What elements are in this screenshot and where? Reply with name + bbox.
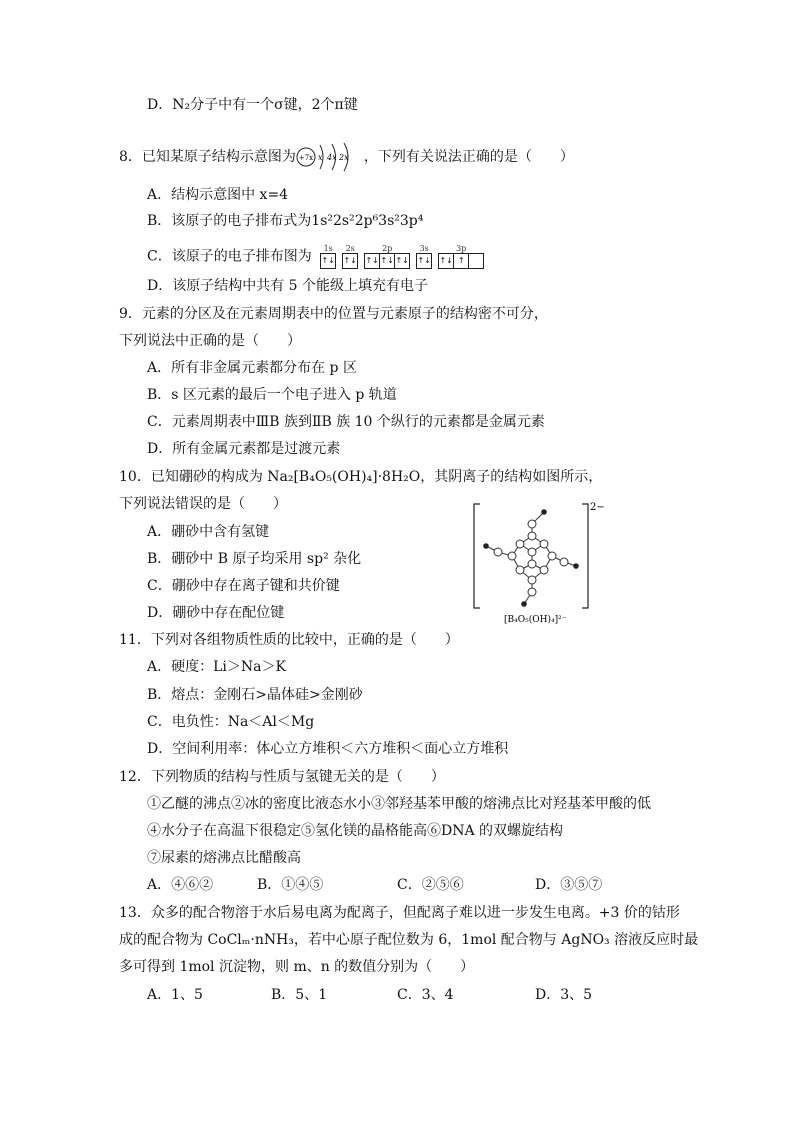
q12-option-d: D．③⑤⑦ [535,877,603,893]
q11-option-b: B．熔点：金刚石>晶体硅>金刚砂 [147,687,363,703]
q12-option-a: A．④⑥② [147,877,214,893]
q13-stem-2: 成的配合物为 CoClₘ·nNH₃，若中心原子配位数为 6，1mol 配合物与 AgNO₃ 溶液反应时最 [119,932,699,948]
orbital-label: 3s [419,244,429,253]
orbital-box: ↑↓ [417,256,431,265]
q12-option-c: C．②⑤⑥ [397,877,464,893]
q13-option-c: C．3、4 [397,987,454,1003]
orbital-box [469,254,483,268]
q13-stem-1: 13．众多的配合物溶于水后易电离为配离子，但配离子难以进一步发生电离。+3 价的钴形 [119,905,680,921]
q9-option-b: B．s 区元素的最后一个电子进入 p 轨道 [147,387,397,403]
q7-option-d: D．N₂分子中有一个σ键，2个π键 [147,97,358,113]
orbital-box: ↑↓ [365,254,380,268]
q11-option-d: D．空间利用率：体心立方堆积＜六方堆积＜面心立方堆积 [147,741,509,757]
atom-structure-diagram [296,141,364,173]
q10-option-a: A．硼砂中含有氢键 [147,524,270,540]
q8-stem-b: ，下列有关说法正确的是（ ） [363,149,574,165]
orbital-box: ↑↓ [395,256,409,265]
orbital-3p [438,244,484,269]
q12-option-b: B．①④⑤ [257,877,324,893]
q9-option-a: A．所有非金属元素都分布在 p 区 [147,360,357,376]
orbital-box: ↑↓ [439,254,454,268]
orbital-label: 1s [323,244,333,253]
atom-nucleus-label: +7x [298,154,314,162]
q13-option-a: A．1、5 [147,987,203,1003]
orbital-box: ↑ [454,254,469,268]
orbital-label: 2s [345,244,355,253]
orbital-label: 2p [382,244,393,253]
orbital-box: ↑↓ [321,256,335,265]
q12-item-line-1: ①乙醚的沸点②冰的密度比液态水小③邻羟基苯甲酸的熔沸点比对羟基苯甲酸的低 [147,796,651,812]
q11-option-a: A．硬度：Li＞Na＞K [147,659,286,675]
q8-option-b-formula: 1s²2s²2p⁶3s²3p⁴ [311,213,424,229]
q10-option-c: C．硼砂中存在离子键和共价键 [147,578,340,594]
anion-caption: [B₄O₅(OH)₄]²⁻ [504,615,567,625]
q12-item-line-2: ④水分子在高温下很稳定⑤氢化镁的晶格能高⑥DNA 的双螺旋结构 [147,823,564,839]
q9-stem-1: 9．元素的分区及在元素周期表中的位置与元素原子的结构密不可分， [119,306,548,322]
borate-anion-structure [470,496,620,628]
q8-option-b-prefix: B．该原子的电子排布式为 [147,213,312,229]
q9-stem-2: 下列说法中正确的是（ ） [119,333,301,349]
q8-option-d: D．该原子结构中共有 5 个能级上填充有电子 [147,278,429,294]
atom-shell-1: x [317,153,323,162]
q12-stem: 12．下列物质的结构与性质与氢键无关的是（ ） [119,769,445,785]
q10-option-d: D．硼砂中存在配位键 [147,605,285,621]
q12-item-line-3: ⑦尿素的熔沸点比醋酸高 [147,850,301,866]
q8-stem-a: 8．已知某原子结构示意图为 [119,149,296,165]
q8-stem [119,141,574,173]
q8-option-b [147,212,423,230]
q10-stem-1: 10．已知硼砂的构成为 Na₂[B₄O₅(OH)₄]·8H₂O，其阴离子的结构如图所示， [119,469,603,485]
orbital-3s [416,244,432,269]
q9-option-d: D．所有金属元素都是过渡元素 [147,441,341,457]
q8-option-c-text: C．该原子的电子排布图为 [147,248,312,265]
q8-option-a: A．结构示意图中 x=4 [147,187,289,203]
q9-option-c: C．元素周期表中ⅢB 族到ⅡB 族 10 个纵行的元素都是金属元素 [147,414,545,430]
q8-option-c [147,244,484,269]
q10-stem-2: 下列说法错误的是（ ） [119,496,287,512]
atom-shell-3: 2x [338,153,349,162]
q13-option-d: D．3、5 [535,987,593,1003]
q11-stem: 11．下列对各组物质性质的比较中，正确的是（ ） [119,632,459,648]
orbital-2s [342,244,358,269]
orbital-2p [364,244,410,269]
q10-option-b: B．硼砂中 B 原子均采用 sp² 杂化 [147,551,362,567]
orbital-box: ↑↓ [343,256,357,265]
orbital-diagram [320,244,484,269]
q13-stem-3: 多可得到 1mol 沉淀物，则 m、n 的数值分别为（ ） [119,959,475,975]
q11-option-c: C．电负性：Na＜Al＜Mg [147,714,315,730]
orbital-box: ↑↓ [380,254,395,268]
anion-charge-label: 2− [590,502,605,513]
orbital-1s [320,244,336,269]
atom-shell-2: 4x [326,153,337,162]
orbital-label: 3p [456,244,467,253]
q13-option-b: B．5、1 [271,987,328,1003]
